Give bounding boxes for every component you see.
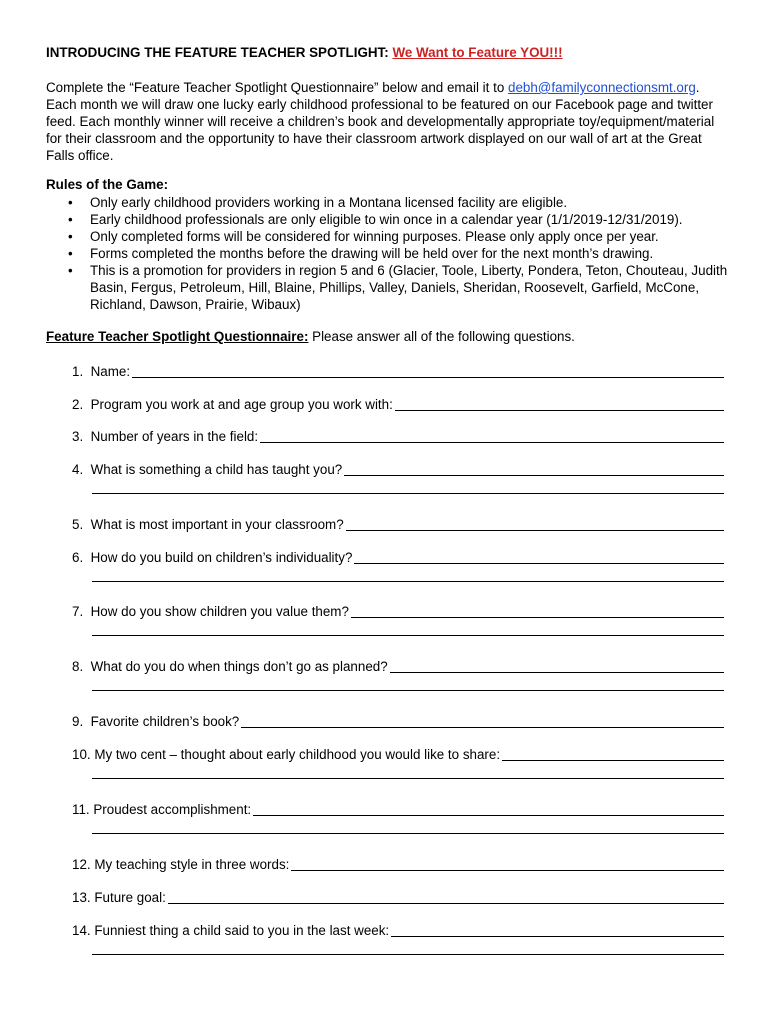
question-5: 5. What is most important in your classroom? xyxy=(72,516,724,533)
heading-text: INTRODUCING THE FEATURE TEACHER SPOTLIGHT: xyxy=(46,45,389,60)
question-7: 7. How do you show children you value them? xyxy=(72,603,724,620)
page-heading xyxy=(46,45,563,60)
answer-line-continued[interactable] xyxy=(92,635,724,636)
answer-line[interactable] xyxy=(132,365,724,378)
answer-line-continued[interactable] xyxy=(92,833,724,834)
questionnaire-heading xyxy=(46,329,575,344)
question-10: 10. My two cent – thought about early childhood you would like to share: xyxy=(72,746,724,763)
question-6: 6. How do you build on children’s individuality? xyxy=(72,549,724,566)
bullet-icon: • xyxy=(68,246,73,261)
answer-line[interactable] xyxy=(395,398,724,411)
question-11: 11. Proudest accomplishment: xyxy=(72,801,724,818)
rule-item: • Forms completed the months before the drawing will be held over for the next month’s drawing. xyxy=(68,246,654,261)
rule-item: • Only completed forms will be considered for winning purposes. Please only apply once per year. xyxy=(68,229,659,244)
rule-item: • Only early childhood providers working in a Montana licensed facility are eligible. xyxy=(68,195,568,210)
rules-title: Rules of the Game: xyxy=(46,177,169,192)
bullet-icon: • xyxy=(68,229,73,244)
question-14: 14. Funniest thing a child said to you in the last week: xyxy=(72,922,724,939)
answer-line-continued[interactable] xyxy=(92,493,724,494)
intro-paragraph xyxy=(46,79,730,164)
question-9: 9. Favorite children’s book? xyxy=(72,713,724,730)
question-2: 2. Program you work at and age group you work with: xyxy=(72,396,724,413)
answer-line[interactable] xyxy=(291,858,724,871)
intro-text-after: . Each month we will draw one lucky early childhood professional to be featured on our Facebook page and twitter feed. Each monthly winner will receive a children’s book and developmentally appropriate toy/equipment/material for their classroom and the opportunity to have their classroom artwork displayed on our wall of art at the Great Falls office. xyxy=(46,80,715,163)
heading-highlight: We Want to Feature YOU!!! xyxy=(392,45,563,60)
question-3: 3. Number of years in the field: xyxy=(72,428,724,445)
bullet-icon: • xyxy=(68,195,73,210)
answer-line-continued[interactable] xyxy=(92,778,724,779)
answer-line[interactable] xyxy=(391,924,724,937)
answer-line[interactable] xyxy=(390,660,724,673)
question-1: 1. Name: xyxy=(72,363,724,380)
answer-line[interactable] xyxy=(351,605,724,618)
rule-item: • This is a promotion for providers in region 5 and 6 (Glacier, Toole, Liberty, Pondera, Teton, Chouteau, Judith Basin, Fergus, Petroleum, Hill, Blaine, Phillips, Valley, Daniels, Sheridan, Roosevelt, Garfield, McCone, Richland, Dawson, Prairie, Wibaux) xyxy=(68,263,728,312)
answer-line-continued[interactable] xyxy=(92,581,724,582)
question-12: 12. My teaching style in three words: xyxy=(72,856,724,873)
question-8: 8. What do you do when things don’t go as planned? xyxy=(72,658,724,675)
bullet-icon: • xyxy=(68,263,73,278)
answer-line[interactable] xyxy=(253,803,724,816)
answer-line[interactable] xyxy=(354,551,724,564)
question-13: 13. Future goal: xyxy=(72,889,724,906)
answer-line[interactable] xyxy=(260,430,724,443)
intro-text-before: Complete the “Feature Teacher Spotlight Questionnaire” below and email it to xyxy=(46,80,505,95)
answer-line[interactable] xyxy=(241,715,724,728)
questionnaire-title: Feature Teacher Spotlight Questionnaire: xyxy=(46,329,309,344)
rule-item: • Early childhood professionals are only eligible to win once in a calendar year (1/1/2019-12/31/2019). xyxy=(68,212,683,227)
questionnaire-instruction: Please answer all of the following questions. xyxy=(312,329,575,344)
rules-list xyxy=(46,194,730,313)
answer-line[interactable] xyxy=(344,463,724,476)
answer-line[interactable] xyxy=(168,891,724,904)
answer-line-continued[interactable] xyxy=(92,690,724,691)
email-link[interactable]: debh@familyconnectionsmt.org xyxy=(508,80,696,95)
question-4: 4. What is something a child has taught you? xyxy=(72,461,724,478)
answer-line[interactable] xyxy=(502,748,724,761)
answer-line[interactable] xyxy=(346,518,724,531)
bullet-icon: • xyxy=(68,212,73,227)
answer-line-continued[interactable] xyxy=(92,954,724,955)
